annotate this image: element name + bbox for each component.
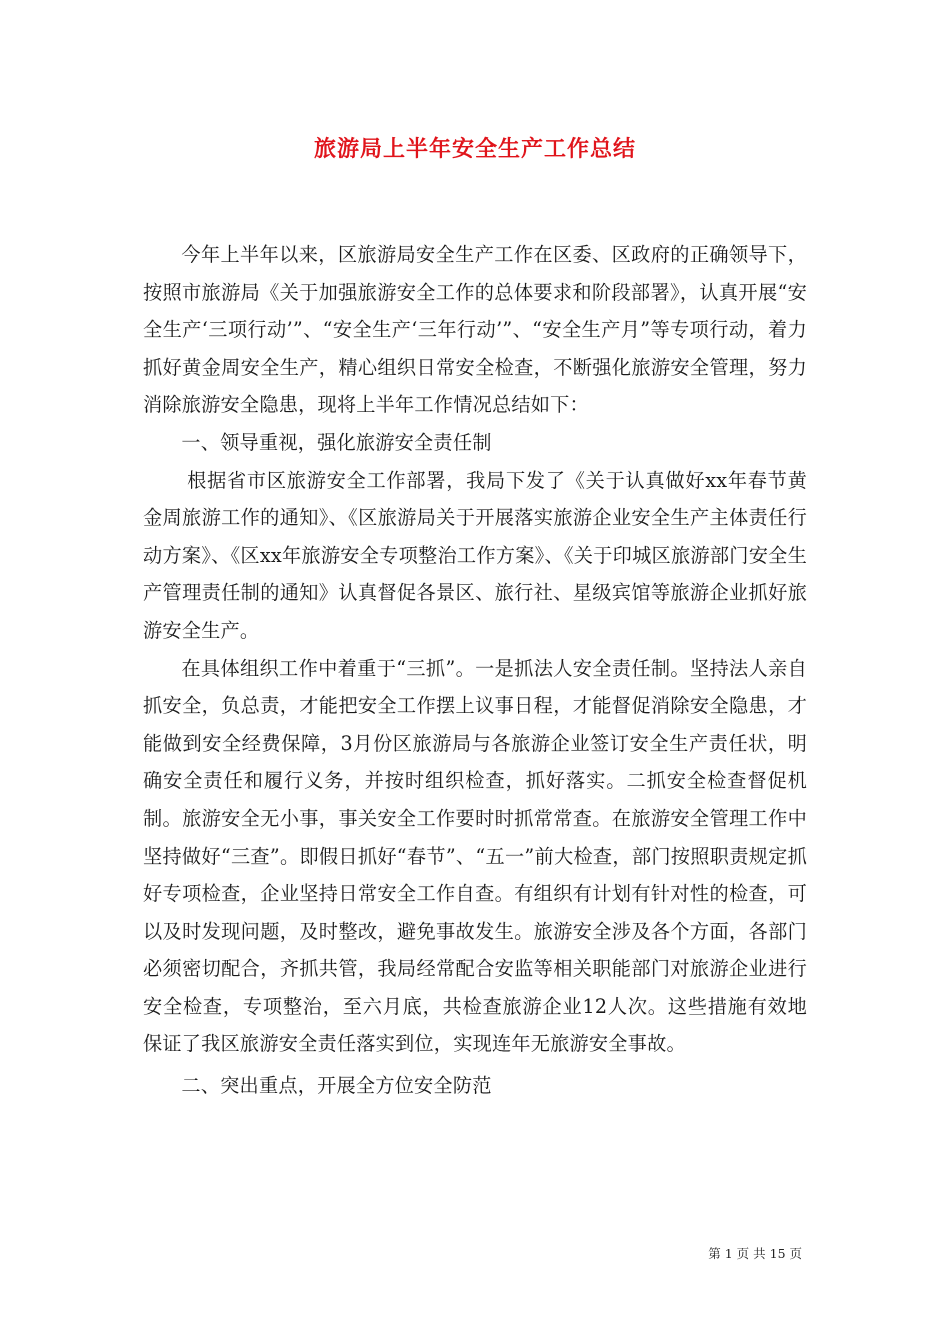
document-body	[143, 236, 807, 1105]
section-heading-2: 二、突出重点，开展全方位安全防范	[181, 1074, 492, 1098]
document-title: 旅游局上半年安全生产工作总结	[313, 136, 636, 162]
page-footer: 第 1 页 共 15 页	[708, 1246, 802, 1261]
intro-paragraph: 今年上半年以来，区旅游局安全生产工作在区委、区政府的正确领导下，按照市旅游局《关于加强旅游安全工作的总体要求和阶段部署》，认真开展“安全生产‘三项行动’”、“安全生产‘三年行动’”、“安全生产月”等专项行动，着力抓好黄金周安全生产，精心组织日常安全检查，不断强化旅游安全管理，努力消除旅游安全隐患，现将上半年工作情况总结如下：	[143, 243, 807, 417]
section-heading-1: 一、领导重视，强化旅游安全责任制	[181, 430, 492, 454]
section-1-paragraph-1: 根据省市区旅游安全工作部署，我局下发了《关于认真做好xx年春节黄金周旅游工作的通知》、《区旅游局关于开展落实旅游企业安全生产主体责任行动方案》、《区xx年旅游安全专项整治工作方案》、《关于印城区旅游部门安全生产管理责任制的通知》认真督促各景区、旅行社、星级宾馆等旅游企业抓好旅游安全生产。	[143, 468, 807, 642]
section-1-paragraph-2: 在具体组织工作中着重于“三抓”。一是抓法人安全责任制。坚持法人亲自抓安全，负总责，才能把安全工作摆上议事日程，才能督促消除安全隐患，才能做到安全经费保障，3月份区旅游局与各旅游企业签订安全生产责任状，明确安全责任和履行义务，并按时组织检查，抓好落实。二抓安全检查督促机制。旅游安全无小事，事关安全工作要时时抓常常查。在旅游安全管理工作中坚持做好“三查”。即假日抓好“春节”、“五一”前大检查，部门按照职责规定抓好专项检查，企业坚持日常安全工作自查。有组织有计划有针对性的检查，可以及时发现问题，及时整改，避免事故发生。旅游安全涉及各个方面，各部门必须密切配合，齐抓共管，我局经常配合安监等相关职能部门对旅游企业进行安全检查，专项整治，至六月底，共检查旅游企业12人次。这些措施有效地保证了我区旅游安全责任落实到位，实现连年无旅游安全事故。	[143, 656, 807, 1056]
